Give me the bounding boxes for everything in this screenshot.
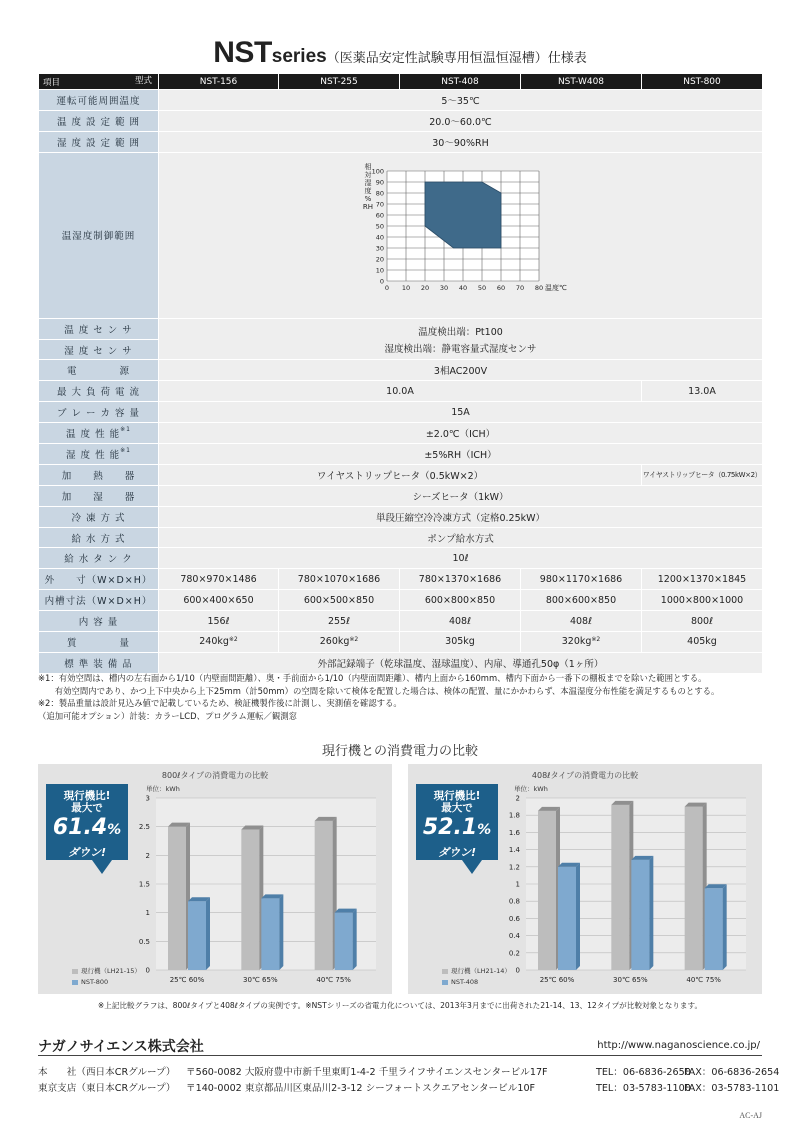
row-label: 外 寸（W×D×H） [39,569,159,590]
unit-label: 単位：kWh [146,785,180,793]
x-tick-label: 60 [496,283,506,292]
x-tick-label: 20 [420,283,430,292]
control-range-chart-cell [159,152,763,318]
office-row-tokyo [38,1080,780,1094]
badge-number: 61.4 [52,815,108,840]
spec-row-hum-range [39,131,763,152]
row-value: 3相AC200V [159,360,763,381]
note-mark: ※1 [120,446,131,454]
row-label-cell [39,444,159,465]
x-tick-label: 30℃ 65% [243,976,278,984]
document-code: AC-AJ [739,1111,762,1120]
row-value: 10.0A [159,381,642,402]
row-value: 1200×1370×1845 [642,569,763,590]
y-axis-label: 湿 [364,178,372,187]
row-label: 冷 凍 方 式 [39,506,159,527]
sensor-values [159,318,763,360]
row-label: 内 容 量 [39,611,159,632]
badge-line1: 現行機比! [433,790,481,802]
y-tick-label: 10 [375,266,384,275]
spec-row-max-current [39,381,763,402]
temp-sensor-value: 温度検出端：Pt100 [418,326,503,338]
chart-legend [442,966,511,988]
row-value: 10ℓ [159,548,763,569]
bar-nst-model [261,898,279,970]
spec-row-temp-sensor [39,318,763,339]
row-value: 408ℓ [521,611,642,632]
spec-row-outer [39,569,763,590]
row-value: 780×1370×1686 [400,569,521,590]
model-header: NST-W408 [521,74,642,90]
title-subtitle: （医薬品安定性試験専用恒温恒湿槽）仕様表 [326,51,587,66]
row-value: ±2.0℃（ICH） [159,423,763,444]
bar-side-face [206,897,210,970]
company-name: ナガノサイエンス株式会社 [38,1039,204,1055]
y-axis-label: 度 [364,186,372,195]
bar-side-face [723,884,727,970]
row-label: 温 度 セ ン サ [39,318,159,339]
office-tel: TEL：06-6836-2650 [596,1067,691,1078]
legend-label: 現行機（LH21-14） [451,967,511,975]
spec-row-water [39,527,763,548]
row-label: 湿 度 セ ン サ [39,339,159,360]
spec-notes [38,672,768,722]
y-tick-label: 0.8 [508,897,520,906]
spec-row-breaker [39,402,763,423]
spec-row-inner [39,590,763,611]
y-tick-label: 80 [375,189,384,198]
spec-table [38,73,763,674]
model-header: NST-800 [642,74,763,90]
x-tick-label: 50 [477,283,487,292]
corner-item-label: 項目 [43,78,61,88]
bar-current-model [611,805,629,970]
badge-line2: 最大で [441,802,473,814]
badge-percent: % [107,822,122,838]
y-tick-label: 1.8 [508,811,520,820]
row-value: ワイヤストリップヒータ（0.75kW×2） [642,464,763,485]
note-mark: ※2 [591,636,601,644]
page-title [0,36,800,70]
spec-row-mass [39,632,763,653]
row-label: 電 源 [39,360,159,381]
bar-current-model [315,821,333,970]
row-label: 内槽寸法（W×D×H） [39,590,159,611]
bar-current-model [538,811,556,970]
bar-side-face [353,909,357,970]
spec-row-power [39,360,763,381]
row-value: 20.0～60.0℃ [159,110,763,131]
row-value: 600×800×850 [400,590,521,611]
mass-cell [521,632,642,653]
y-tick-label: 1.5 [138,880,150,889]
x-tick-label: 25℃ 60% [169,976,205,984]
row-value: 600×400×650 [159,590,279,611]
row-label: 温湿度制御範囲 [39,152,159,318]
spec-row-cooling [39,506,763,527]
badge-line3: ダウン! [67,846,107,859]
office-name: 本 社（西日本CRグループ） [38,1067,176,1078]
row-value: 13.0A [642,381,763,402]
spec-row-accessory [39,652,763,673]
row-value: 408ℓ [400,611,521,632]
spec-row-capacity [39,611,763,632]
badge-number-wrap [46,814,128,844]
badge-line1: 現行機比! [63,790,111,802]
spec-row-hum-perf [39,444,763,465]
corner-model-label: 型式 [134,76,152,86]
spec-row-temp-range [39,110,763,131]
x-tick-label: 70 [515,283,525,292]
row-label: 質 量 [39,632,159,653]
savings-badge [46,784,128,860]
note-mark: ※2 [228,636,238,644]
y-tick-label: 2 [515,794,520,803]
y-axis-label: 対 [364,170,372,179]
office-tel: TEL：03-5783-1100 [596,1083,691,1094]
control-range-chart [159,153,763,319]
legend-label: 現行機（LH21-15） [81,967,141,975]
y-tick-label: 1.6 [508,828,520,837]
spec-row-humidifier [39,485,763,506]
spec-row-heater [39,464,763,485]
bar-nst-model [705,888,723,970]
row-label: 給 水 タ ン ク [39,548,159,569]
row-label: 湿 度 性 能 [66,449,121,461]
y-tick-label: 1 [515,880,520,889]
note-mark: ※1 [120,426,131,434]
y-tick-label: 3 [145,794,150,803]
note-line: ※2：製品重量は設計見込み値で記載しているため、検証機製作後に計測し、実測値を確認する。 [38,698,402,709]
legend-item-new [72,977,141,988]
y-tick-label: 90 [375,178,384,187]
x-tick-label: 25℃ 60% [539,976,575,984]
row-value: ポンプ給水方式 [159,527,763,548]
unit-label: 単位：kWh [514,785,548,793]
row-value: 800ℓ [642,611,763,632]
legend-swatch [442,980,448,985]
y-tick-label: 2 [145,851,150,860]
savings-badge [416,784,498,860]
legend-item-old [442,966,511,977]
bar-nst-model [335,913,353,970]
y-tick-label: 50 [375,222,384,231]
y-tick-label: 100 [371,167,384,176]
bar-current-model [685,807,703,970]
row-value: 305kg [445,636,475,648]
row-value: 単段圧縮空冷冷凍方式（定格0.25kW） [159,506,763,527]
hum-sensor-value: 湿度検出端：静電容量式湿度センサ [384,343,537,355]
note-mark: ※2 [349,636,359,644]
mass-cell [279,632,400,653]
legend-swatch [72,969,78,974]
y-tick-label: 20 [375,255,384,264]
spec-header-row [39,74,763,90]
x-tick-label: 10 [401,283,411,292]
row-value: 780×970×1486 [159,569,279,590]
bar-nst-model [558,867,576,970]
row-value: 980×1170×1686 [521,569,642,590]
legend-swatch [72,980,78,985]
row-value: 255ℓ [279,611,400,632]
row-value: 156ℓ [159,611,279,632]
spec-row-control-range [39,152,763,318]
comparison-panel-408 [408,764,762,994]
y-tick-label: 40 [375,233,384,242]
y-tick-label: 0.6 [508,914,520,923]
row-value: 5～35℃ [159,90,763,111]
row-value: 260kg [319,636,350,648]
office-fax: FAX：06-6836-2654 [684,1067,780,1078]
y-tick-label: 0 [515,966,520,975]
row-value: ±5%RH（ICH） [159,444,763,465]
row-label: 湿 度 設 定 範 囲 [39,131,159,152]
y-tick-label: 1.2 [508,863,520,872]
bar-current-model [168,827,186,970]
office-name: 東京支店（東日本CRグループ） [38,1083,176,1094]
comparison-title: 現行機との消費電力の比較 [321,744,478,759]
row-label: 運転可能周囲温度 [39,90,159,111]
office-fax: FAX：03-5783-1101 [684,1083,780,1094]
row-value: ワイヤストリップヒータ（0.5kW×2） [159,464,642,485]
bar-side-face [649,856,653,970]
mass-cell [642,632,763,653]
y-axis-label: % [364,194,372,203]
y-tick-label: 0.5 [138,937,150,946]
note-line: ※1：有効空間は、槽内の左右面から1/10（内壁面間距離）、奥・手前面から1/10（内壁面間距離）、槽内上面から160mm、槽内下面から一番下の棚板までを除いた範囲とする。 [38,673,707,683]
row-label: 最 大 負 荷 電 流 [39,381,159,402]
x-tick-label: 40 [458,283,468,292]
website-link[interactable]: http://www.naganoscience.co.jp/ [597,1040,760,1051]
office-address: 〒140-0002 東京都品川区東品川2-3-12 シーフォートスクエアセンタービル10F [186,1083,536,1094]
x-tick-label: 0 [384,283,390,292]
office-address: 〒560-0082 大阪府豊中市新千里東町1-4-2 千里ライフサイエンスセンタービル17F [186,1067,548,1078]
model-header: NST-255 [279,74,400,90]
row-label: 標 準 装 備 品 [39,652,159,673]
legend-label: NST-408 [451,978,479,986]
mass-cell [159,632,279,653]
y-axis-label: RH [362,202,374,211]
badge-line2: 最大で [71,802,103,814]
note-line: 有効空間内であり、かつ上下中央から上下25mm（計50mm）の空間を除いて検体を配置した場合は、検体の配置、量にかかわらず、本温湿度分布性能を満足するものとする。 [38,685,720,696]
row-label-cell [39,423,159,444]
spec-corner-cell [39,74,159,90]
bar-nst-model [631,860,649,970]
row-value: シーズヒータ（1kW） [159,485,763,506]
row-value: 780×1070×1686 [279,569,400,590]
panel-subtitle: 800ℓタイプの消費電力の比較 [161,771,269,780]
y-tick-label: 60 [375,211,384,220]
legend-item-old [72,966,141,977]
model-header: NST-156 [159,74,279,90]
legend-label: NST-800 [81,978,109,986]
y-tick-label: 0 [379,277,384,286]
mass-cell [400,632,521,653]
y-axis-label: 相 [364,162,372,171]
chart-legend [72,966,141,988]
x-tick-label: 40℃ 75% [686,976,721,984]
legend-item-new [442,977,511,988]
title-series-name: NST [213,36,272,69]
comparison-panel-800 [38,764,392,994]
row-label: 給 水 方 式 [39,527,159,548]
model-header: NST-408 [400,74,521,90]
bar-side-face [576,863,580,970]
badge-number-wrap [416,814,498,844]
footer-divider [38,1055,762,1056]
y-tick-label: 0.2 [508,949,520,958]
row-value: 320kg [561,636,592,648]
badge-line3: ダウン! [437,846,477,859]
row-label: 温 度 性 能 [66,429,121,441]
row-value: 15A [159,402,763,423]
row-value: 1000×800×1000 [642,590,763,611]
x-axis-label: 温度℃ [545,283,567,292]
row-value: 30～90%RH [159,131,763,152]
y-tick-label: 0 [145,966,150,975]
x-tick-label: 30℃ 65% [613,976,648,984]
title-series-suffix: series [271,46,327,67]
row-label: 温 度 設 定 範 囲 [39,110,159,131]
office-row-hq [38,1064,780,1078]
x-tick-label: 30 [439,283,449,292]
row-value: 外部記録端子（乾球温度、湿球温度）、内扉、導通孔50φ（1ヶ所） [159,652,763,673]
bar-side-face [279,894,283,970]
y-tick-label: 1.4 [508,846,520,855]
y-tick-label: 70 [375,200,384,209]
x-tick-label: 80 [534,283,544,292]
comparison-footnote: ※上記比較グラフは、800ℓタイプと408ℓタイプの実例です。※NSTシリーズの省電力化については、2013年3月までに出荷された21-14、13、12タイプが比較対象となります。 [97,1001,703,1010]
row-value: 600×500×850 [279,590,400,611]
badge-number: 52.1 [422,815,478,840]
spec-row-ambient [39,90,763,111]
note-line: （追加可能オプション）計装：カラーLCD、プログラム運転／観測窓 [38,710,297,721]
spec-row-tank [39,548,763,569]
y-tick-label: 2.5 [138,823,150,832]
y-tick-label: 0.4 [508,932,520,941]
bar-current-model [241,830,259,970]
bar-nst-model [188,901,206,970]
row-label: 加 熱 器 [39,464,159,485]
y-tick-label: 1 [145,909,150,918]
panel-subtitle: 408ℓタイプの消費電力の比較 [531,771,639,780]
row-label: 加 湿 器 [39,485,159,506]
y-tick-label: 30 [375,244,384,253]
row-label: ブ レ ー カ 容 量 [39,402,159,423]
row-value: 800×600×850 [521,590,642,611]
spec-row-temp-perf [39,423,763,444]
x-tick-label: 40℃ 75% [316,976,351,984]
row-value: 405kg [687,636,717,648]
badge-percent: % [477,822,492,838]
legend-swatch [442,969,448,974]
row-value: 240kg [199,636,229,648]
